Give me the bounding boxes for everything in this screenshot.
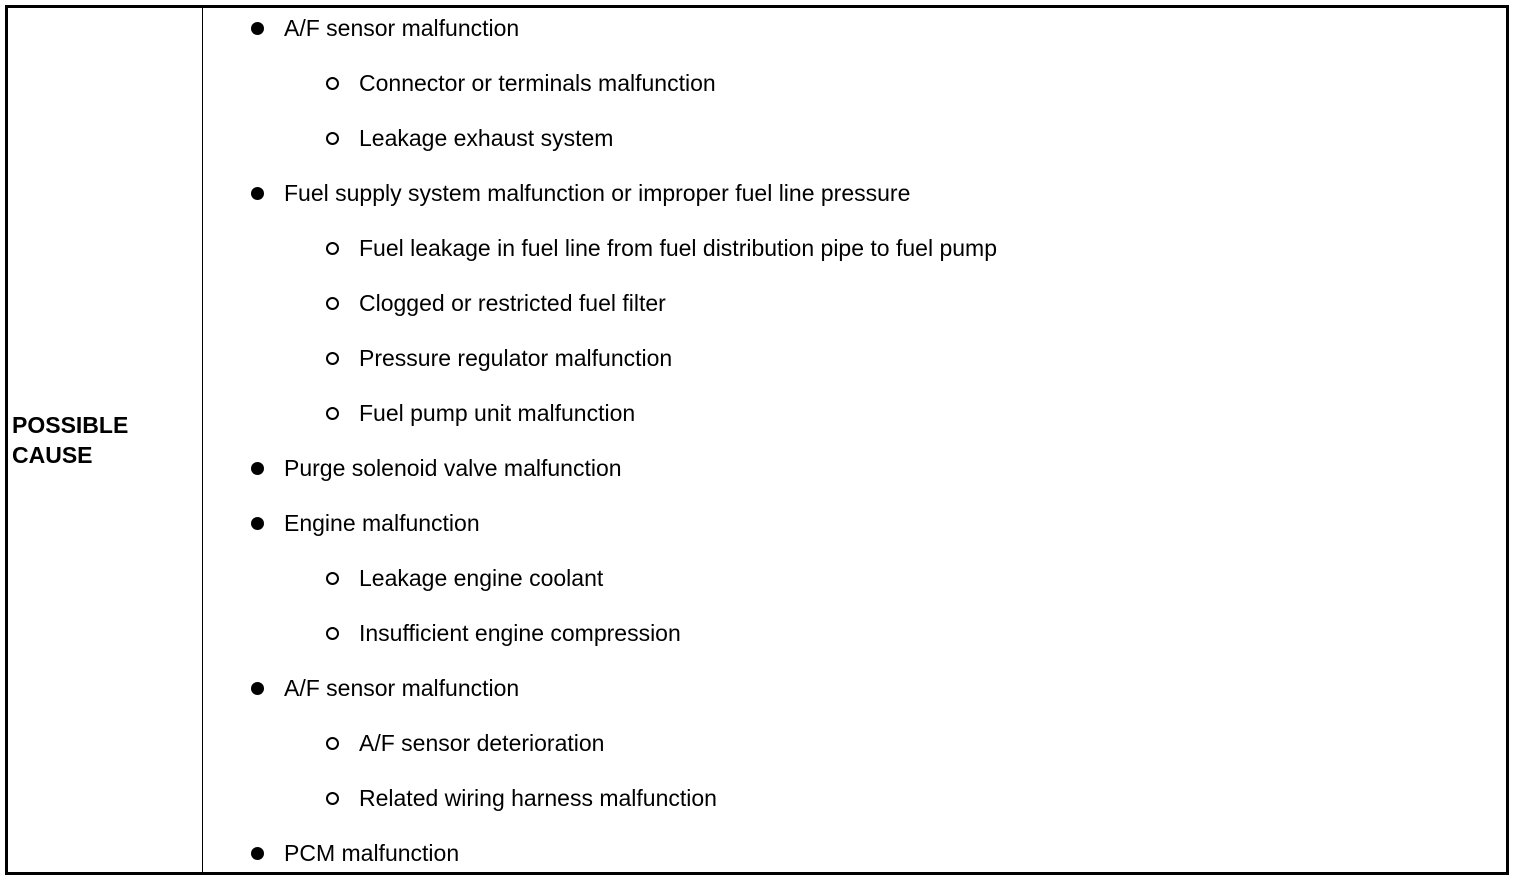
row-label: POSSIBLE CAUSE <box>12 412 129 468</box>
list-item-text: PCM malfunction <box>284 840 460 866</box>
list-item <box>359 783 717 813</box>
list-item <box>359 233 997 263</box>
list-item-text: A/F sensor malfunction <box>284 15 520 41</box>
list-item <box>359 728 604 758</box>
list-item <box>359 123 613 153</box>
list-item-text: Engine malfunction <box>284 510 480 536</box>
hollow-bullet-icon <box>326 737 339 750</box>
list-item <box>284 13 519 43</box>
hollow-bullet-icon <box>326 77 339 90</box>
hollow-bullet-icon <box>326 242 339 255</box>
list-item <box>284 178 910 208</box>
hollow-bullet-icon <box>326 407 339 420</box>
list-item-text: Fuel pump unit malfunction <box>359 400 636 426</box>
filled-bullet-icon <box>251 847 264 860</box>
list-item-text: Leakage exhaust system <box>359 125 614 151</box>
list-item <box>359 618 681 648</box>
list-item-text: A/F sensor malfunction <box>284 675 520 701</box>
hollow-bullet-icon <box>326 627 339 640</box>
filled-bullet-icon <box>251 462 264 475</box>
list-item <box>284 453 622 483</box>
filled-bullet-icon <box>251 682 264 695</box>
list-item <box>359 68 716 98</box>
list-item <box>359 563 603 593</box>
list-item-text: Fuel leakage in fuel line from fuel distribution pipe to fuel pump <box>359 235 997 261</box>
list-item <box>359 398 635 428</box>
hollow-bullet-icon <box>326 792 339 805</box>
list-item <box>284 508 480 538</box>
hollow-bullet-icon <box>326 297 339 310</box>
list-item-text: A/F sensor deterioration <box>359 730 605 756</box>
list-item-text: Insufficient engine compression <box>359 620 681 646</box>
filled-bullet-icon <box>251 187 264 200</box>
list-item <box>284 673 519 703</box>
hollow-bullet-icon <box>326 352 339 365</box>
list-item-text: Pressure regulator malfunction <box>359 345 673 371</box>
hollow-bullet-icon <box>326 572 339 585</box>
list-item-text: Connector or terminals malfunction <box>359 70 716 96</box>
list-item-text: Purge solenoid valve malfunction <box>284 455 622 481</box>
list-item <box>359 288 666 318</box>
list-item-text: Fuel supply system malfunction or improper fuel line pressure <box>284 180 911 206</box>
list-item <box>284 838 459 868</box>
filled-bullet-icon <box>251 517 264 530</box>
list-item-text: Clogged or restricted fuel filter <box>359 290 666 316</box>
list-item-text: Leakage engine coolant <box>359 565 604 591</box>
hollow-bullet-icon <box>326 132 339 145</box>
filled-bullet-icon <box>251 22 264 35</box>
list-item-text: Related wiring harness malfunction <box>359 785 717 811</box>
list-item <box>359 343 672 373</box>
